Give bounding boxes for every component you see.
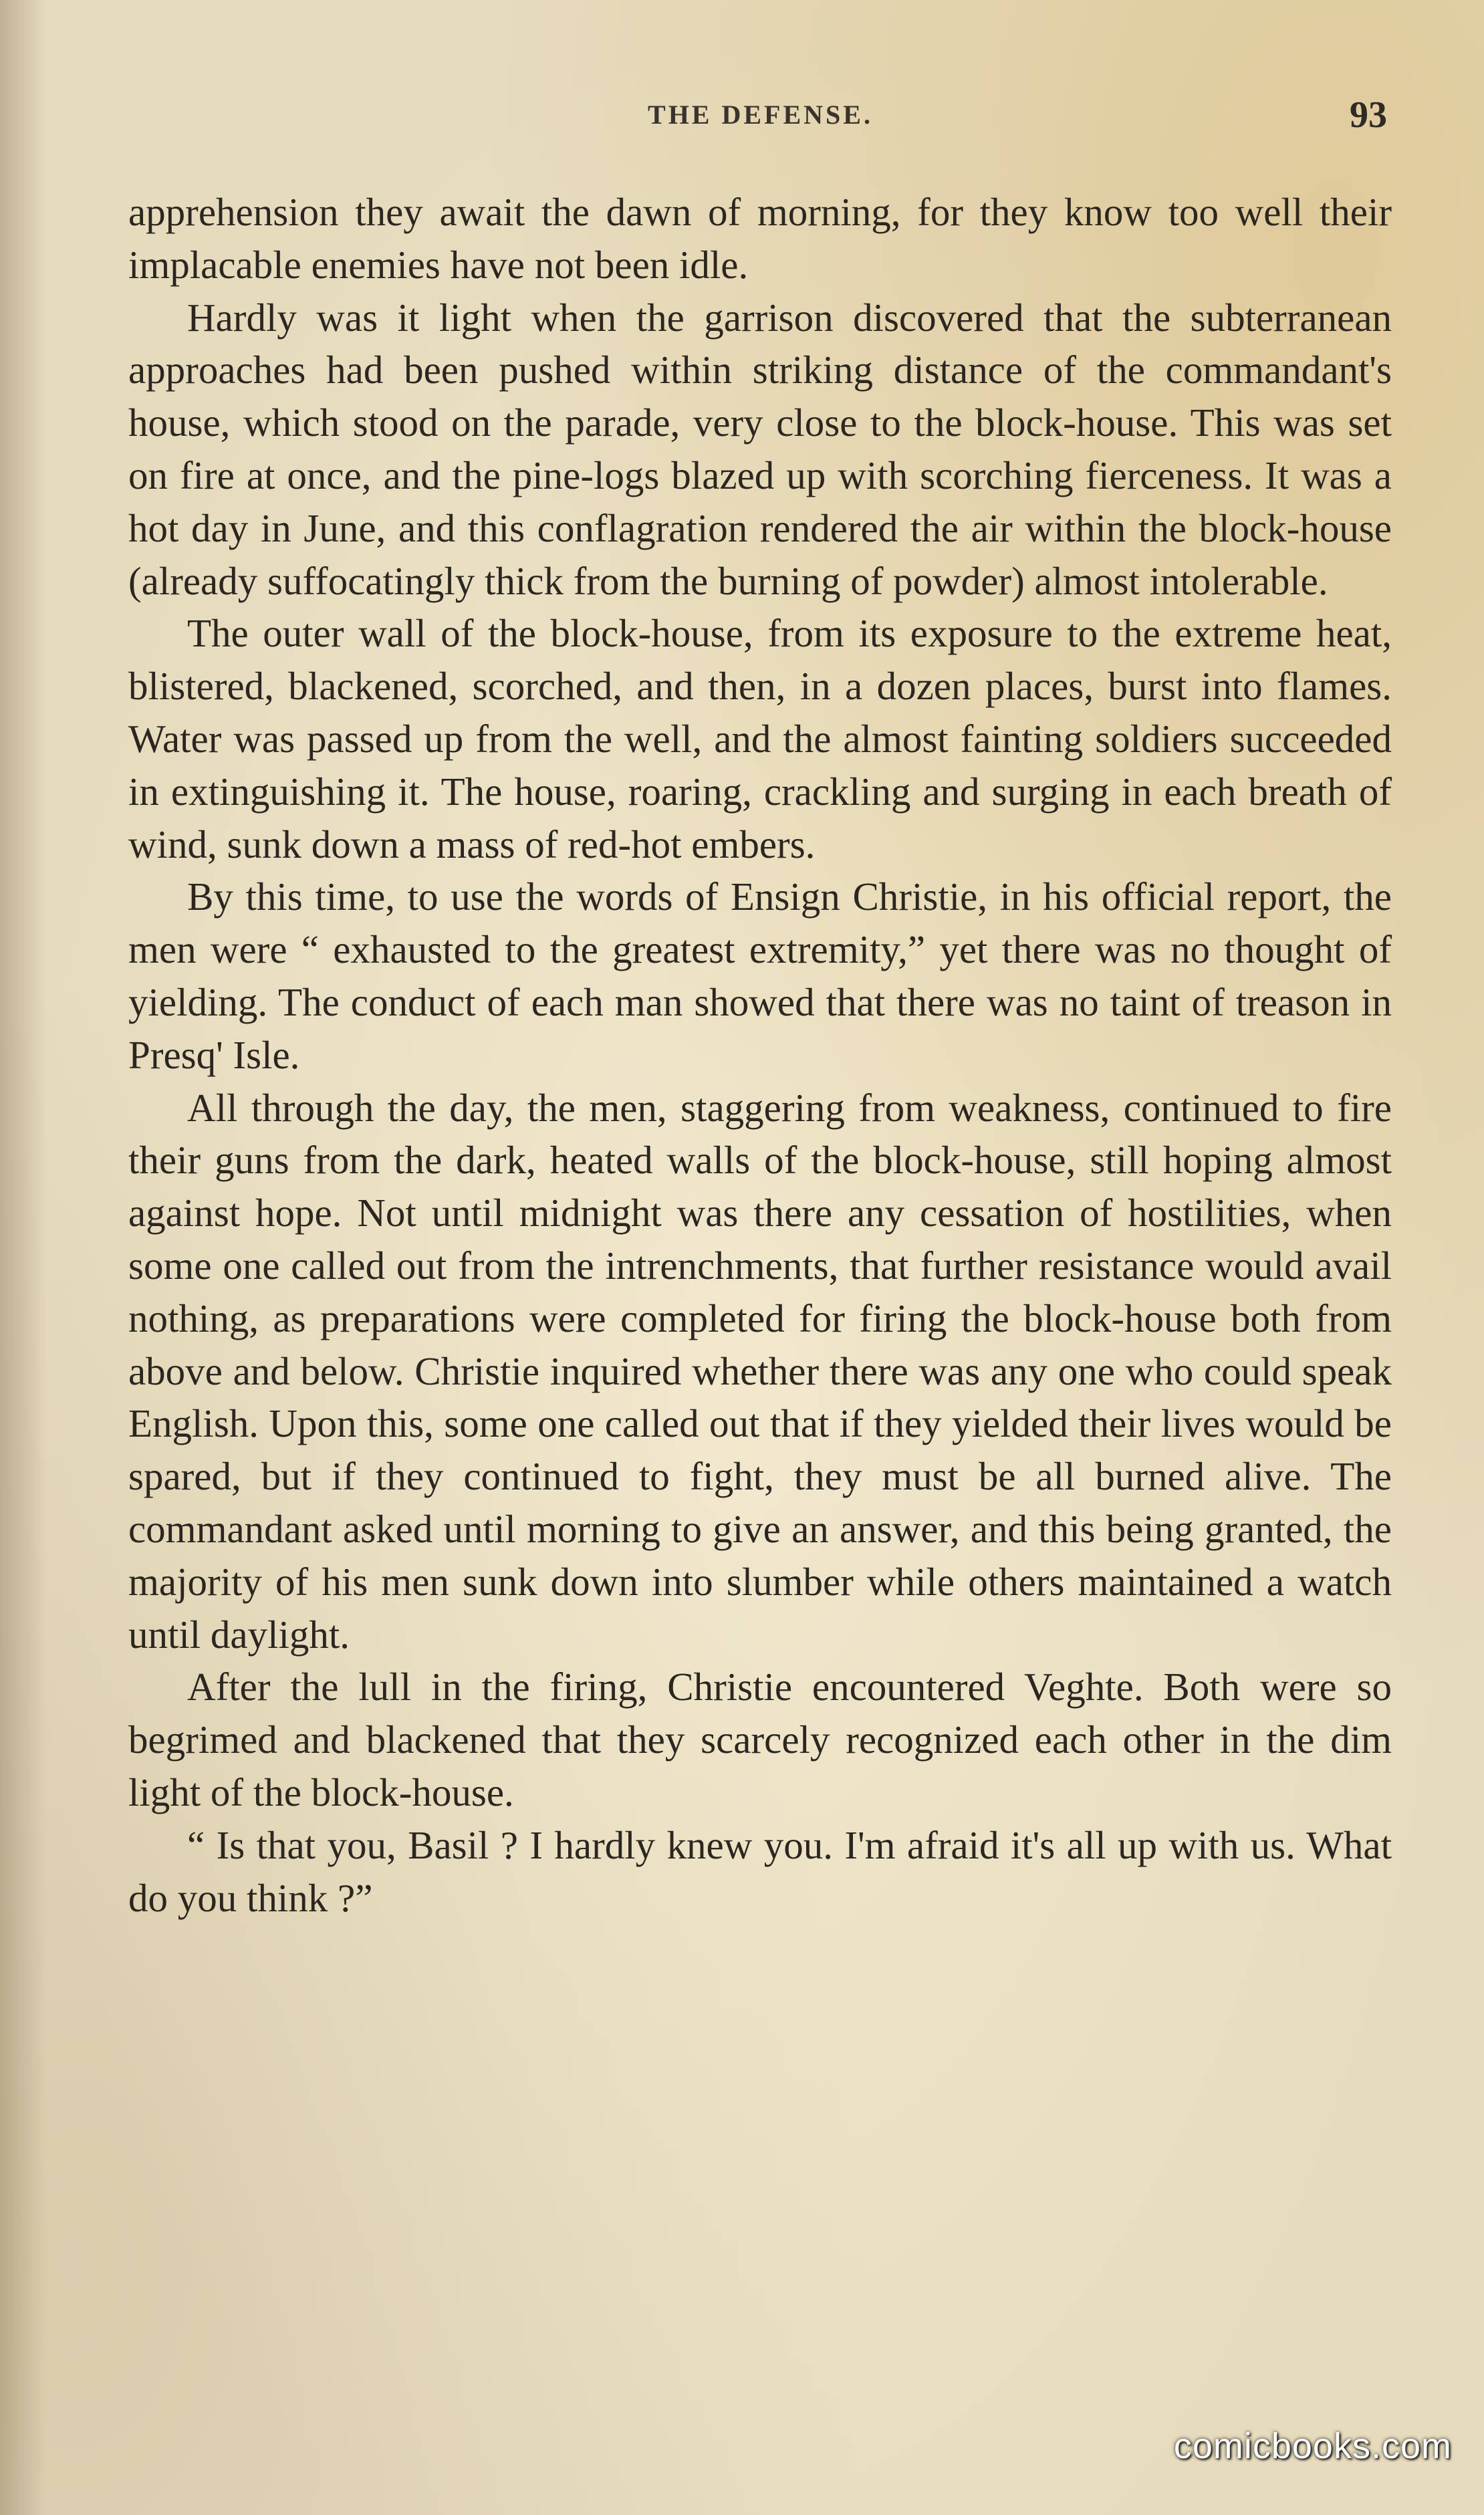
paragraph-7: “ Is that you, Basil ? I hardly knew you. I'm afraid it's all up with us. What do you think ?” [128, 1822, 1392, 1920]
paragraph-6: After the lull in the firing, Christie encountered Veghte. Both were so begrimed and blackened that they scarcely recognized each other in the dim light of the block-house. [128, 1665, 1392, 1814]
paragraph-3: The outer wall of the block-house, from its exposure to the extreme heat, blistered, blackened, scorched, and then, in a dozen places, burst into flames. Water was passed up from the well, and the almost fainting soldiers succeeded in extinguishing it. The house, roaring, crackling and surging in each breath of wind, sunk down a mass of red-hot embers. [128, 611, 1392, 866]
paragraph-1: apprehension they await the dawn of morning, for they know too well their implacable enemies have not been idle. [128, 190, 1392, 287]
body-text [128, 186, 1392, 1924]
running-title: THE DEFENSE. [648, 100, 873, 130]
paragraph-5: All through the day, the men, staggering from weakness, continued to fire their guns from the dark, heated walls of the block-house, still hoping almost against hope. Not until midnight was there any cessation of hostilities, when some one called out from the intrenchments, that further resistance would avail nothing, as preparations were completed for firing the block-house both from above and below. Christie inquired whether there was any one who could speak English. Upon this, some one called out that if they yielded their lives would be spared, but if they continued to fight, they must be all burned alive. The commandant asked until morning to give an answer, and this being granted, the majority of his men sunk down into slumber while others maintained a watch until daylight. [128, 1085, 1392, 1657]
paragraph-4: By this time, to use the words of Ensign Christie, in his official report, the men were “ exhausted to the greatest extremity,” yet there was no thought of yielding. The conduct of each man showed that there was no taint of treason in Presq' Isle. [128, 874, 1392, 1077]
paragraph-2: Hardly was it light when the garrison discovered that the subterranean approaches had been pushed within striking distance of the commandant's house, which stood on the parade, very close to the block-house. This was set on fire at once, and the pine-logs blazed up with scorching fierceness. It was a hot day in June, and this conflagration rendered the air within the block-house (already suffocatingly thick from the burning of powder) almost intolerable. [128, 295, 1392, 603]
watermark: comicbooks.com [1173, 2426, 1452, 2466]
running-head [127, 94, 1394, 140]
page-number: 93 [1350, 94, 1387, 136]
page-gutter-shadow [0, 0, 47, 2515]
